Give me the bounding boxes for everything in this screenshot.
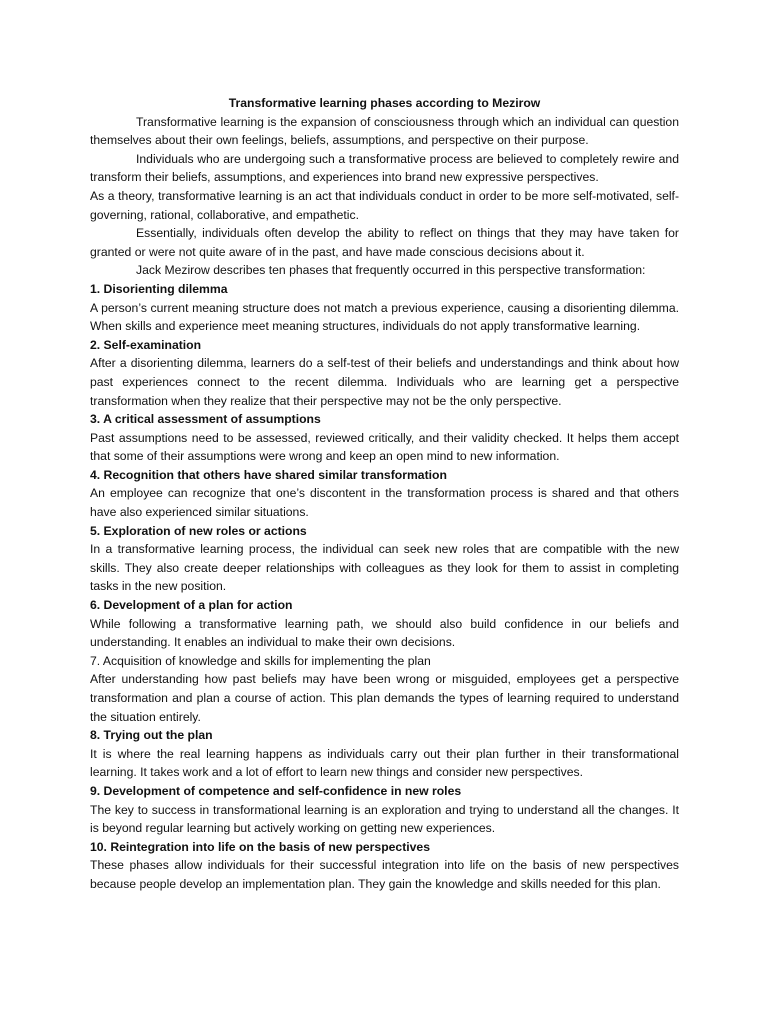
phase-7-heading: 7. Acquisition of knowledge and skills for implementing the plan (90, 653, 431, 668)
phase-3-heading: 3. A critical assessment of assumptions (90, 412, 321, 427)
document-title: Transformative learning phases according to Mezirow (228, 96, 541, 110)
intro-paragraph-5: Jack Mezirow describes ten phases that frequently occurred in this perspective transformation: (136, 263, 646, 278)
intro-paragraph-2: Individuals who are undergoing such a transformative process are believed to completely rewire and transform their beliefs, assumptions, and experiences into brand new expressive perspectives. (90, 151, 679, 185)
phase-6-text: While following a transformative learning path, we should also build confidence in our beliefs and understanding. It enables an individual to make their own decisions. (90, 616, 679, 650)
phase-5-text: In a transformative learning process, the individual can seek new roles that are compatible with the new skills. They also create deeper relationships with colleagues as they look for them to assist in completing tasks in the new position. (90, 542, 679, 594)
phase-7-text: After understanding how past beliefs may have been wrong or misguided, employees get a perspective transformation and plan a course of action. This plan demands the types of learning required to understand the situation entirely. (90, 672, 679, 724)
intro-paragraph-4: Essentially, individuals often develop the ability to reflect on things that they may have taken for granted or were not quite aware of in the past, and have made conscious decisions about it. (90, 226, 679, 259)
phase-3-text: Past assumptions need to be assessed, reviewed critically, and their validity checked. It helps them accept that some of their assumptions were wrong and keep an open mind to new information. (90, 430, 679, 464)
phase-8-text: It is where the real learning happens as individuals carry out their plan further in their transformational learning. It takes work and a lot of effort to learn new things and consider new perspectives. (90, 746, 679, 780)
phase-1-heading: 1. Disorienting dilemma (90, 281, 228, 296)
phase-10-text: These phases allow individuals for their successful integration into life on the basis of new perspectives because people develop an implementation plan. They gain the knowledge and skills needed for this plan. (90, 858, 679, 891)
intro-paragraph-1: Transformative learning is the expansion of consciousness through which an individual can question themselves about their own feelings, beliefs, assumptions, and perspective on their purpose. (90, 114, 679, 148)
phase-9-text: The key to success in transformational learning is an exploration and trying to understand all the changes. It is beyond regular learning but actively working on getting new experiences. (90, 802, 679, 836)
phase-5-heading: 5. Exploration of new roles or actions (90, 523, 307, 538)
phase-6-heading: 6. Development of a plan for action (90, 598, 293, 613)
phase-2-text: After a disorienting dilemma, learners do a self-test of their beliefs and understandings and think about how past experiences connect to the recent dilemma. Individuals who are learning get a perspective transformation when they realize that their perspective may not be the only perspective. (90, 356, 679, 408)
phase-8-heading: 8. Trying out the plan (90, 728, 213, 743)
document-page (90, 94, 679, 894)
phase-1-text: A person’s current meaning structure does not match a previous experience, causing a disorienting dilemma. When skills and experience meet meaning structures, individuals do not apply transformative learning. (90, 300, 679, 334)
phase-2-heading: 2. Self-examination (90, 337, 202, 352)
phase-9-heading: 9. Development of competence and self-confidence in new roles (90, 783, 462, 798)
phase-10-heading: 10. Reintegration into life on the basis of new perspectives (90, 839, 430, 854)
phase-4-heading: 4. Recognition that others have shared similar transformation (90, 467, 447, 482)
intro-paragraph-3: As a theory, transformative learning is an act that individuals conduct in order to be more self-motivated, self-governing, rational, collaborative, and empathetic. (90, 188, 679, 222)
phase-4-text: An employee can recognize that one’s discontent in the transformation process is shared and that others have also experienced similar situations. (90, 486, 679, 520)
